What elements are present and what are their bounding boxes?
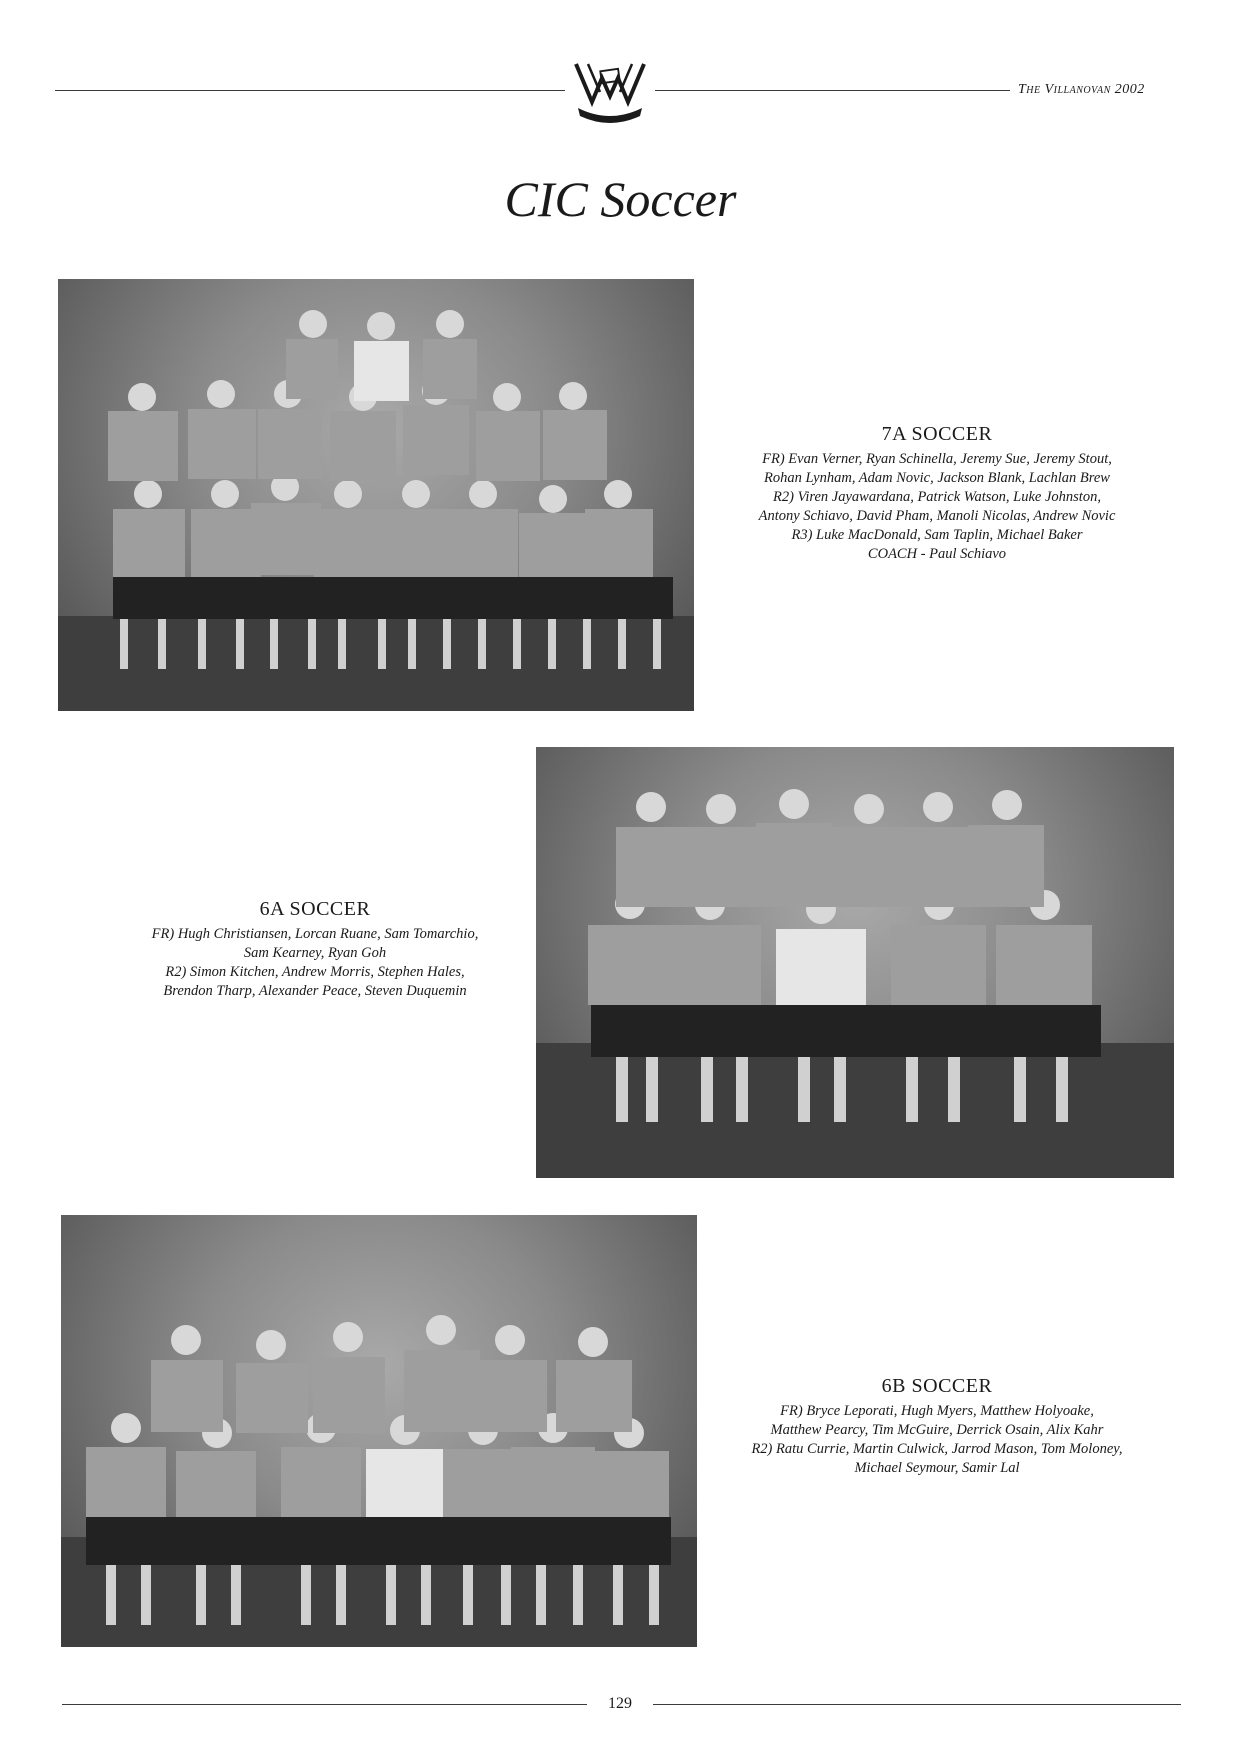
team-roster-line: R2) Simon Kitchen, Andrew Morris, Stephen Hales, — [165, 964, 465, 980]
team-photo-6a — [536, 747, 1174, 1178]
team-roster-line: R2) Viren Jayawardana, Patrick Watson, Luke Johnston, — [773, 489, 1101, 505]
header-rule-right — [655, 90, 1010, 91]
team-roster-line: FR) Bryce Leporati, Hugh Myers, Matthew Holyoake, — [780, 1403, 1094, 1419]
footer-rule-right — [653, 1704, 1181, 1705]
team-roster-line: FR) Evan Verner, Ryan Schinella, Jeremy Sue, Jeremy Stout, — [762, 451, 1112, 467]
footer-rule-left — [62, 1704, 587, 1705]
team-roster-line: Matthew Pearcy, Tim McGuire, Derrick Osain, Alix Kahr — [770, 1422, 1104, 1438]
team-heading-6a: 6A SOCCER — [259, 898, 371, 920]
page-number: 129 — [608, 1695, 632, 1712]
team-photo-7a — [58, 279, 694, 711]
team-roster-line: COACH - Paul Schiavo — [867, 546, 1007, 562]
running-head: The Villanovan 2002 — [1018, 82, 1145, 97]
header-rule-left — [55, 90, 565, 91]
team-roster-line: FR) Hugh Christiansen, Lorcan Ruane, Sam Tomarchio, — [151, 926, 479, 942]
team-roster-line: Antony Schiavo, David Pham, Manoli Nicolas, Andrew Novic — [758, 508, 1116, 524]
team-roster-line: Michael Seymour, Samir Lal — [854, 1460, 1020, 1476]
team-caption-6a — [90, 900, 540, 1001]
team-caption-7a — [712, 425, 1162, 564]
team-photo-6b — [61, 1215, 697, 1647]
team-roster-line: Brendon Tharp, Alexander Peace, Steven Duquemin — [163, 983, 467, 999]
team-heading-6b: 6B SOCCER — [881, 1375, 993, 1397]
team-roster-line: Rohan Lynham, Adam Novic, Jackson Blank, Lachlan Brew — [764, 470, 1110, 486]
team-heading-7a: 7A SOCCER — [881, 423, 993, 445]
team-caption-6b — [712, 1377, 1162, 1478]
page-title: CIC Soccer — [504, 171, 737, 227]
team-roster-line: R3) Luke MacDonald, Sam Taplin, Michael Baker — [791, 527, 1083, 543]
school-crest-logo — [570, 58, 650, 128]
team-roster-line: Sam Kearney, Ryan Goh — [243, 945, 387, 961]
team-roster-line: R2) Ratu Currie, Martin Culwick, Jarrod Mason, Tom Moloney, — [751, 1441, 1123, 1457]
